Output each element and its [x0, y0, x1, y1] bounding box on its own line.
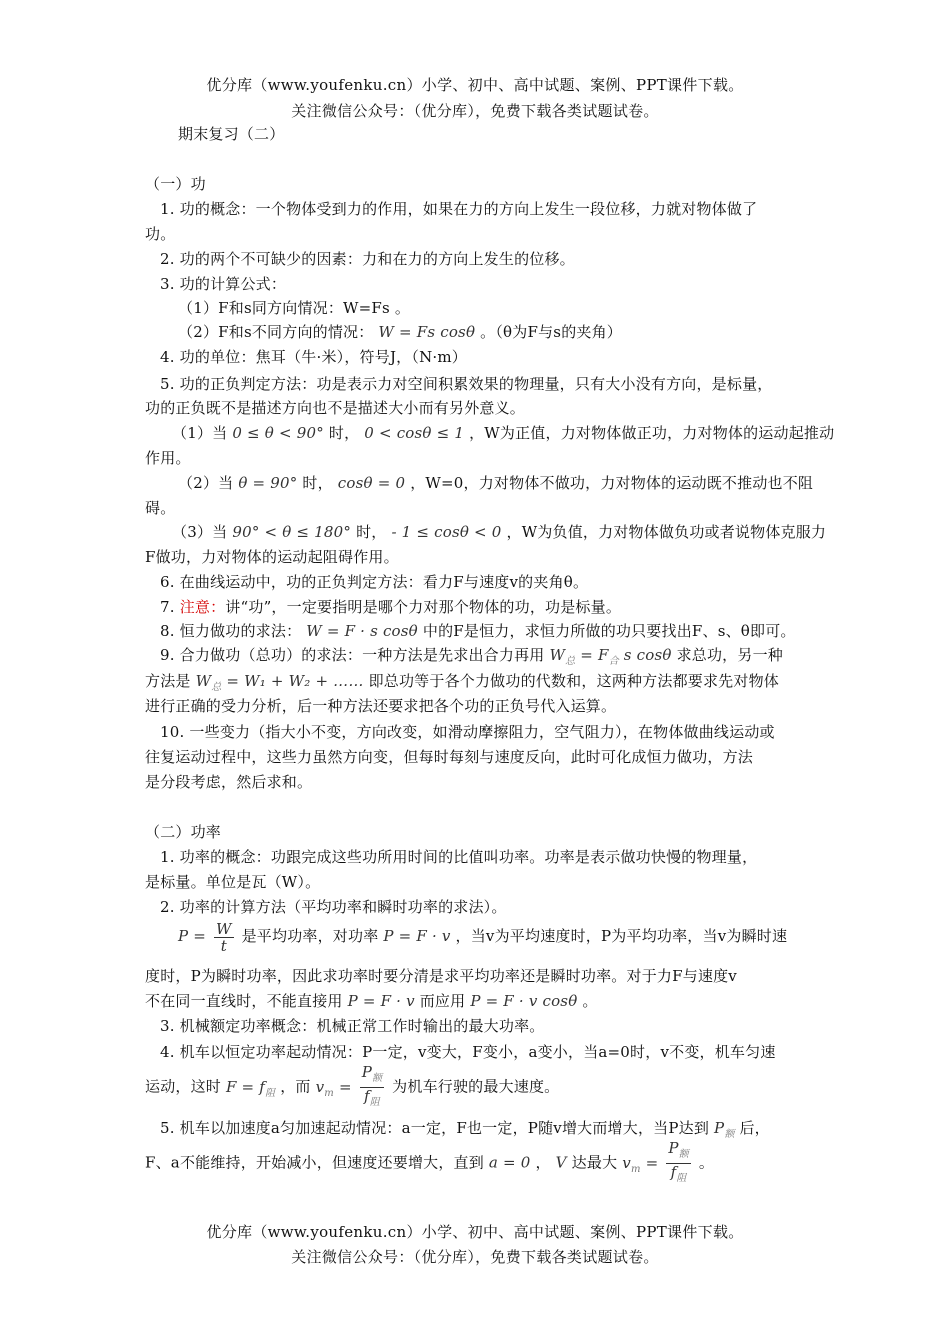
formula-part: f	[363, 1087, 370, 1105]
text: ，W为正值，力对物体做正功，力对物体的运动起推动	[469, 424, 835, 442]
denominator	[666, 1164, 691, 1187]
paragraph	[178, 322, 622, 342]
text: 运动，这时	[145, 1077, 222, 1096]
formula	[315, 1077, 352, 1099]
formula-part: s cosθ	[618, 646, 672, 664]
paragraph: 3. 功的计算公式：	[160, 275, 287, 293]
text: 后，	[739, 1119, 770, 1137]
paragraph	[145, 1064, 559, 1114]
text: 中的F是恒力，求恒力所做的功只要找出F、s、θ即可。	[422, 622, 796, 640]
text: 8. 恒力做功的求法：	[160, 622, 302, 640]
paragraph: 是标量。单位是瓦（W）。	[145, 873, 321, 891]
formula	[622, 1153, 659, 1175]
formula-part: = F	[575, 646, 609, 664]
formula-part: =	[640, 1153, 659, 1172]
formula: - 1 ≤ cosθ < 0	[391, 523, 502, 541]
paragraph: 2. 功的两个不可缺少的因素：力和在力的方向上发生的位移。	[160, 250, 575, 268]
subscript: 阻	[369, 1097, 380, 1108]
formula-part: v	[315, 1077, 325, 1096]
text: 。（θ为F与s的夹角）	[480, 323, 622, 341]
denominator: t	[220, 936, 227, 955]
text: 5. 机车以加速度a匀加速起动情况：a一定，F也一定，P随v增大而增大，当P达到	[160, 1119, 710, 1137]
formula: P = F · v	[383, 927, 451, 945]
numerator	[360, 1064, 385, 1088]
paragraph	[172, 522, 826, 542]
subscript: 阻	[676, 1173, 687, 1184]
text: 7.	[160, 598, 180, 616]
formula: P =	[178, 927, 207, 945]
numerator	[666, 1140, 691, 1164]
subscript: 合	[608, 656, 619, 667]
paragraph: 4. 机车以恒定功率起动情况：P一定，v变大，F变小，a变小，当a=0时，v不变，机车匀速	[160, 1043, 776, 1061]
paragraph: 往复运动过程中，这些力虽然方向变，但每时每刻与速度反向，此时可化成恒力做功，方法	[145, 748, 754, 766]
formula: W = F · s cosθ	[306, 622, 418, 640]
formula: θ = 90°	[238, 474, 298, 492]
subscript: 额	[724, 1129, 735, 1140]
text: （2）F和s不同方向的情况：	[178, 323, 374, 341]
paragraph	[145, 1140, 714, 1190]
paragraph: 1. 功的概念：一个物体受到力的作用，如果在力的方向上发生一段位移，力就对物体做了	[160, 200, 758, 218]
text: ，当v为平均速度时，P为平均功率，当v为瞬时速	[455, 927, 788, 945]
fraction	[666, 1140, 691, 1187]
paragraph: 1. 功率的概念：功跟完成这些功所用时间的比值叫功率。功率是表示做功快慢的物理量，	[160, 848, 758, 866]
text: 求总功，另一种	[676, 646, 783, 664]
header-line-2: 关注微信公众号：（优分库），免费下载各类试题试卷。	[291, 102, 659, 120]
formula-part: W	[549, 646, 566, 664]
formula: W = Fs cosθ	[378, 323, 476, 341]
paragraph: 作用。	[145, 449, 191, 467]
fraction	[360, 1064, 385, 1111]
formula	[195, 672, 364, 693]
paragraph	[160, 597, 621, 617]
paragraph	[160, 645, 783, 672]
paragraph: 3. 机械额定功率概念：机械正常工作时输出的最大功率。	[160, 1017, 545, 1035]
footer-line-1: 优分库（www.youfenku.cn）小学、初中、高中试题、案例、PPT课件下载。	[206, 1223, 744, 1241]
paragraph: 功的正负既不是描述方向也不是描述大小而有另外意义。	[145, 399, 526, 417]
paragraph: 10. 一些变力（指大小不变，方向改变，如滑动摩擦阻力，空气阻力），在物体做曲线运动或	[160, 723, 775, 741]
formula: cosθ = 0	[337, 474, 406, 492]
denominator	[360, 1088, 385, 1111]
formula: a = 0	[488, 1153, 531, 1172]
text: 讲“功”，一定要指明是哪个力对那个物体的功，功是标量。	[225, 598, 622, 616]
paragraph: 功。	[145, 225, 176, 243]
numerator: W	[216, 919, 232, 938]
formula-part: P	[361, 1063, 372, 1081]
formula: P = F · v	[347, 992, 415, 1010]
fraction	[214, 921, 234, 954]
formula-part: W	[195, 672, 212, 690]
text: ，而	[280, 1077, 311, 1096]
paragraph: 2. 功率的计算方法（平均功率和瞬时功率的求法）。	[160, 898, 507, 916]
paragraph: 进行正确的受力分析，后一种方法还要求把各个功的正负号代入运算。	[145, 697, 617, 715]
formula-part: = W₁ + W₂ + ……	[221, 672, 364, 690]
paragraph: F做功，力对物体的运动起阻碍作用。	[145, 548, 399, 566]
paragraph: 6. 在曲线运动中，功的正负判定方法：看力F与速度v的夹角θ。	[160, 573, 589, 591]
paragraph	[178, 916, 787, 956]
formula: 0 ≤ θ < 90°	[232, 424, 324, 442]
formula-part: P	[668, 1139, 679, 1157]
text: （2）当	[178, 474, 234, 492]
formula	[549, 646, 672, 667]
text: 时，	[302, 474, 333, 492]
formula: 0 < cosθ ≤ 1	[364, 424, 465, 442]
text: 。	[698, 1153, 715, 1172]
text: 时，	[328, 424, 360, 442]
text: 方法是	[145, 672, 191, 690]
text: ，W为负值，力对物体做负功或者说物体克服力	[506, 523, 827, 541]
formula-part: f	[670, 1163, 677, 1181]
formula: P = F · v cosθ	[470, 992, 578, 1010]
paragraph: 碍。	[145, 499, 176, 517]
paragraph	[145, 991, 598, 1011]
footer-line-2: 关注微信公众号：（优分库），免费下载各类试题试卷。	[291, 1248, 659, 1266]
page-title: 期末复习（二）	[178, 125, 285, 143]
paragraph: 5. 功的正负判定方法：功是表示力对空间积累效果的物理量，只有大小没有方向，是标量，	[160, 375, 773, 393]
text: 。	[582, 992, 598, 1010]
formula	[225, 1077, 276, 1099]
subscript: m	[324, 1087, 334, 1099]
subscript: 总	[565, 656, 576, 667]
subscript: 额	[372, 1073, 383, 1084]
text: 达最大	[571, 1153, 618, 1172]
text: 是平均功率，对功率	[241, 927, 379, 945]
text: ，	[535, 1153, 551, 1172]
text: ，W=0，力对物体不做功，力对物体的运动既不推动也不阻	[410, 474, 814, 492]
formula-part: P	[714, 1119, 725, 1137]
section-heading-work: （一）功	[145, 175, 206, 193]
text: 为机车行驶的最大速度。	[392, 1077, 560, 1096]
text: 即总功等于各个力做功的代数和，这两种方法都要求先对物体	[368, 672, 779, 690]
formula-part: F = f	[225, 1077, 266, 1096]
text: 不在同一直线时，不能直接用	[145, 992, 343, 1010]
text: （3）当	[172, 523, 228, 541]
paragraph	[172, 423, 834, 443]
formula-part: v	[622, 1153, 631, 1172]
subscript: 总	[211, 682, 222, 693]
text: F、a不能维持，开始减小，但速度还要增大，直到	[145, 1153, 484, 1172]
subscript: m	[630, 1163, 641, 1175]
paragraph: 是分段考虑，然后求和。	[145, 773, 313, 791]
formula: V	[555, 1153, 567, 1172]
formula	[714, 1119, 735, 1140]
header-line-1: 优分库（www.youfenku.cn）小学、初中、高中试题、案例、PPT课件下载。	[206, 76, 744, 94]
paragraph	[178, 473, 813, 493]
text: （1）当	[172, 424, 228, 442]
text: 而应用	[419, 992, 466, 1010]
paragraph: 度时，P为瞬时功率，因此求功率时要分清是求平均功率还是瞬时功率。对于力F与速度v	[145, 967, 737, 985]
text: 时，	[356, 523, 387, 541]
subscript: 阻	[265, 1087, 276, 1099]
formula: 90° < θ ≤ 180°	[232, 523, 352, 541]
note-label: 注意：	[179, 598, 226, 616]
subscript: 额	[678, 1149, 689, 1160]
formula-part: =	[333, 1077, 352, 1096]
paragraph: 4. 功的单位：焦耳（牛·米），符号J，（N·m）	[160, 348, 467, 366]
paragraph: （1）F和s同方向情况：W=Fs 。	[178, 299, 411, 317]
section-heading-power: （二）功率	[145, 823, 222, 841]
paragraph	[145, 671, 779, 698]
text: 9. 合力做功（总功）的求法：一种方法是先求出合力再用	[160, 646, 545, 664]
paragraph	[160, 621, 796, 641]
